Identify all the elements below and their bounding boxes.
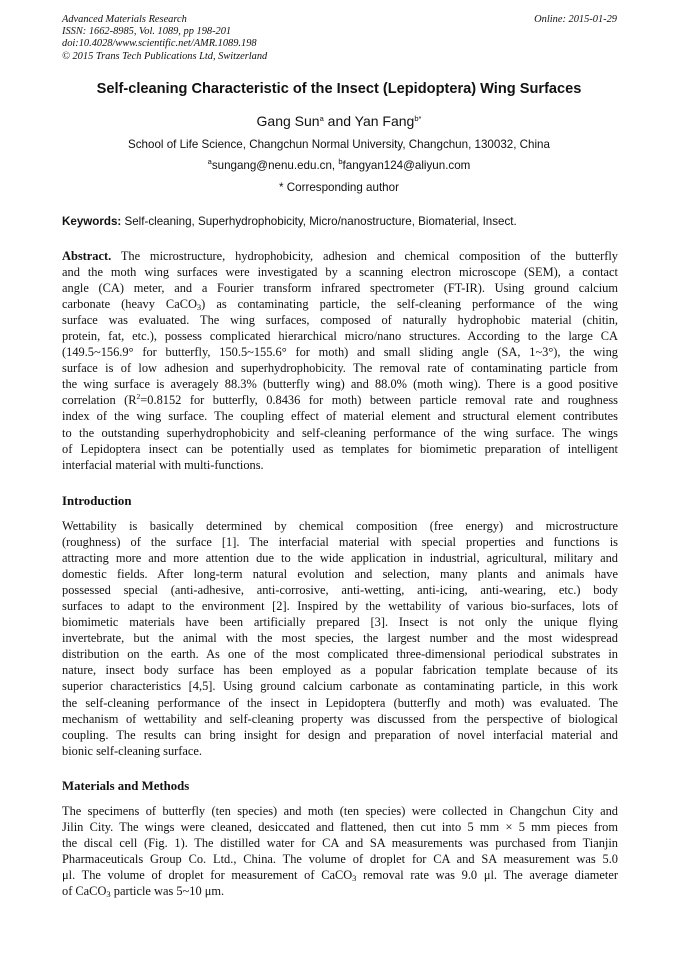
journal-name: Advanced Materials Research: [62, 14, 187, 25]
abstract-line: and the moth wing surfaces were investigated by a scanning electron microscope (SEM), a contact: [62, 265, 618, 280]
keywords-text: Self-cleaning, Superhydrophobicity, Micro/nanostructure, Biomaterial, Insect.: [121, 215, 517, 228]
abstract-line: surface is of low adhesion and superhydrophobicity. The removal rate of contaminating particle from: [62, 361, 618, 376]
abstract-line: (149.5~156.9° for butterfly, 150.5~155.6° for moth) and small sliding angle (SA, 1~3°), the wing: [62, 345, 618, 360]
author-conjunction: and: [323, 113, 355, 129]
author-emails: [40, 159, 638, 172]
body-line: bionic self-cleaning surface.: [62, 743, 203, 758]
email-mark: a: [207, 157, 212, 166]
body-line: nature, insect body surface has been employed as a popular fabrication template because of its: [62, 663, 618, 678]
section-heading-introduction: Introduction: [62, 494, 132, 508]
abstract-line: interfacial material with multi-functions.: [62, 457, 264, 472]
journal-issn: ISSN: 1662-8985, Vol. 1089, pp 198-201: [62, 26, 232, 38]
author-mark: b*: [414, 114, 422, 123]
abstract-line: angle (CA) meter, and a Fourier transform infrared spectrometer (FT-IR). Using ground calcium: [62, 281, 618, 296]
corresponding-author-note: * Corresponding author: [279, 181, 399, 194]
body-line: μl. The volume of droplet for measurement of CaCO$_3$ removal rate was 9.0 μl. The average diameter: [62, 868, 618, 884]
abstract-line: of Lepidoptera insect can be potentially used as templates for biomimetic preparation of intelligent: [62, 441, 618, 456]
author-name: Yan Fang: [354, 113, 415, 129]
body-line: invertebrate, but the animal with the most species, the largest number and the most widespread: [62, 631, 618, 646]
online-date: Online: 2015-01-29: [534, 14, 617, 25]
body-line: biomimetic materials have been artificially prepared [3]. Insect is not only the unique flying: [62, 615, 618, 630]
body-line: Pharmaceuticals Group Co. Ltd., China. The volume of droplet for CA and SA measurement was 5.0: [62, 852, 618, 867]
body-line: of CaCO$_3$ particle was 5~10 μm.: [62, 884, 225, 900]
body-line: possessed special (anti-adhesive, anti-corrosive, anti-wetting, anti-icing, anti-wearing, etc.) body: [62, 583, 618, 598]
section-heading-materials-methods: Materials and Methods: [62, 779, 190, 793]
abstract-line: carbonate (heavy CaCO$_3$) as contaminating particle, the self-cleaning performance of the wing: [62, 297, 618, 313]
body-line: the discal cell (Fig. 1). The distilled water for CA and SA measurements was purchased from Tianjin: [62, 836, 618, 851]
abstract-label: Abstract.: [62, 249, 112, 263]
methods-body: [62, 803, 618, 899]
keywords-label: Keywords:: [62, 215, 122, 228]
abstract-line: correlation ($R^2=0.8152$ for butterfly, 0.8436 for moth) between particle removal rate and roughness: [62, 392, 618, 408]
body-line: domestic fields. After long-term natural evolution and selection, many plants and animals have: [62, 567, 618, 582]
author-name: Gang Sun: [256, 113, 320, 129]
body-line: Jilin City. The wings were cleaned, desiccated and flattened, then cut into 5 mm × 5 mm pieces from: [62, 820, 618, 835]
journal-doi: doi:10.4028/www.scientific.net/AMR.1089.198: [62, 38, 257, 50]
body-line: Wettability is basically determined by chemical composition (free energy) and microstructure: [62, 519, 618, 533]
journal-header: [62, 14, 617, 63]
body-line: distribution on the earth. As one of the most complicated three-dimensional periodical substrates in: [62, 647, 618, 662]
abstract-line: index of the wing surface. The coupling effect of material element and structural element contributes: [62, 409, 618, 424]
abstract-line: surface was evaluated. The wing surfaces, composed of naturally hydrophobic material (chitin,: [62, 313, 618, 328]
body-line: surfaces to adapt to the environment [2]. Inspired by the wettability of various bio-surfaces, lots of: [62, 599, 618, 614]
abstract-line: the wing surface is averagely 88.3% (butterfly wing) and 88.0% (moth wing). There is a good positive: [62, 377, 618, 392]
body-line: (roughness) of the surface [1]. The interfacial material with special properties and functions is: [62, 535, 618, 550]
paper-title: Self-cleaning Characteristic of the Insect (Lepidoptera) Wing Surfaces: [96, 81, 582, 97]
body-line: mechanism of wettability and self-cleaning property was discussed from the perspective of biological: [62, 711, 618, 726]
body-line: The specimens of butterfly (ten species) and moth (ten species) were collected in Changchun City and: [62, 804, 618, 818]
body-line: attracting more and more attention due to the wide application in industrial, agricultural, military and: [62, 551, 618, 566]
body-line: coupling. The results can bring insight for design and preparation of novel interfacial material and: [62, 727, 618, 742]
journal-copyright: © 2015 Trans Tech Publications Ltd, Switzerland: [62, 50, 268, 62]
author-list: [40, 113, 638, 129]
keywords: [62, 215, 617, 228]
body-line: the self-cleaning performance of the insect in Lepidoptera (butterfly and moth) was evaluated. The: [62, 695, 618, 710]
email-link[interactable]: sungang@nenu.edu.cn,: [211, 159, 339, 172]
author-mark: a: [319, 114, 324, 123]
abstract-line: to the outstanding superhydrophobicity and self-cleaning performance of the wing surface. The wings: [62, 425, 618, 440]
abstract-line: protein, fat, etc.), possess complicated hierarchical micro/nano structures. According to the large CA: [62, 329, 618, 344]
email-mark: b: [338, 157, 343, 166]
body-line: superior characteristics [4,5]. Using ground calcium carbonate as contaminating particle, in this work: [62, 679, 618, 694]
abstract: [62, 248, 618, 473]
introduction-body: [62, 518, 618, 759]
email-link[interactable]: fangyan124@aliyun.com: [342, 159, 471, 172]
abstract-line: Abstract. The microstructure, hydrophobicity, adhesion and chemical composition of the butterfly: [62, 249, 618, 263]
affiliation: School of Life Science, Changchun Normal University, Changchun, 130032, China: [128, 138, 550, 151]
